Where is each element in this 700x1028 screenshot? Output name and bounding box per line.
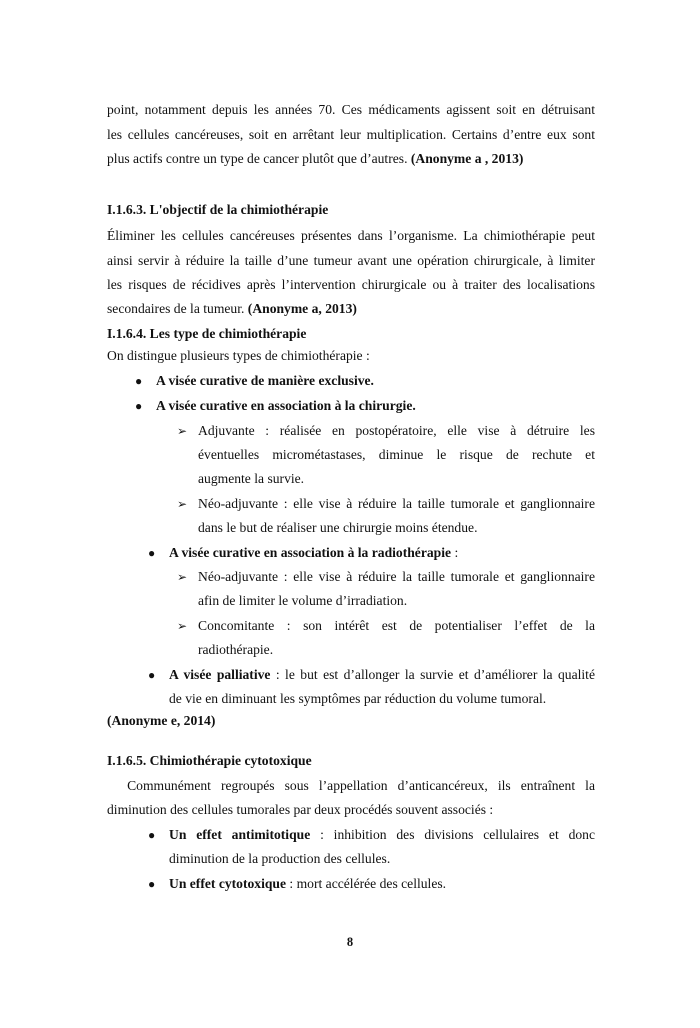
bullet-icon: ● xyxy=(148,546,156,560)
text-line: éventuelles micrométastases, diminue le risque de rechute et xyxy=(198,447,595,462)
text: : mort accélérée des cellules. xyxy=(286,876,447,891)
page-number: 8 xyxy=(346,935,354,949)
bullet-icon: ● xyxy=(135,374,143,388)
item-title: Un effet cytotoxique xyxy=(169,876,287,891)
text-line: Communément regroupés sous l’appellation d’anticancéreux, ils entraînent la xyxy=(107,778,595,793)
text-line: diminution de la production des cellules. xyxy=(169,851,391,866)
text-line: les risques de récidives après l’intervention chirurgicale ou à traiter des localisations xyxy=(107,277,595,292)
list-item xyxy=(169,826,595,844)
text: : inhibition des divisions cellulaires et donc xyxy=(310,827,595,842)
item-title: Un effet antimitotique xyxy=(169,827,311,842)
text-line xyxy=(107,300,595,318)
list-item: A visée curative de manière exclusive. xyxy=(156,373,374,388)
text-line: ainsi servir à réduire la taille d’une tumeur avant une opération chirurgicale, à limiter xyxy=(107,253,595,268)
text-line: point, notamment depuis les années 70. Ces médicaments agissent soit en détruisant xyxy=(107,102,595,117)
list-item xyxy=(169,666,595,684)
text-line: radiothérapie. xyxy=(198,642,274,657)
arrow-bullet-icon: ➢ xyxy=(177,570,188,584)
bullet-icon: ● xyxy=(148,828,156,842)
section-heading: I.1.6.5. Chimiothérapie cytotoxique xyxy=(107,753,312,768)
text: plus actifs contre un type de cancer plutôt que d’autres. xyxy=(107,151,411,166)
text-line: Éliminer les cellules cancéreuses présentes dans l’organisme. La chimiothérapie peut xyxy=(107,228,595,243)
citation: (Anonyme a , 2013) xyxy=(410,151,524,166)
text-line: de vie en diminuant les symptômes par réduction du volume tumoral. xyxy=(169,691,547,706)
text-line: dans le but de réaliser une chirurgie moins étendue. xyxy=(198,520,478,535)
bullet-icon: ● xyxy=(148,668,156,682)
text: : le but est d’allonger la survie et d’améliorer la qualité xyxy=(270,667,595,682)
text-line: Adjuvante : réalisée en postopératoire, elle vise à détruire les xyxy=(198,423,595,438)
list-item: A visée curative en association à la chirurgie. xyxy=(156,398,416,413)
arrow-bullet-icon: ➢ xyxy=(177,497,188,511)
citation: (Anonyme e, 2014) xyxy=(107,713,216,728)
text-line: afin de limiter le volume d’irradiation. xyxy=(198,593,408,608)
text: : xyxy=(451,545,459,560)
arrow-bullet-icon: ➢ xyxy=(177,619,188,633)
section-heading: I.1.6.4. Les type de chimiothérapie xyxy=(107,326,307,341)
text-line: Concomitante : son intérêt est de potentialiser l’effet de la xyxy=(198,618,595,633)
text-line: Néo-adjuvante : elle vise à réduire la taille tumorale et ganglionnaire xyxy=(198,496,595,511)
item-title: A visée palliative xyxy=(169,667,271,682)
text-line: diminution des cellules tumorales par deux procédés souvent associés : xyxy=(107,802,494,817)
text-line: On distingue plusieurs types de chimiothérapie : xyxy=(107,348,370,363)
bullet-icon: ● xyxy=(148,877,156,891)
citation: (Anonyme a, 2013) xyxy=(247,301,357,316)
arrow-bullet-icon: ➢ xyxy=(177,424,188,438)
bullet-icon: ● xyxy=(135,399,143,413)
item-title: A visée curative en association à la radiothérapie xyxy=(169,545,452,560)
text-line xyxy=(107,150,595,168)
text-line: Néo-adjuvante : elle vise à réduire la taille tumorale et ganglionnaire xyxy=(198,569,595,584)
text: secondaires de la tumeur. xyxy=(107,301,248,316)
list-item xyxy=(169,875,595,893)
list-item xyxy=(169,544,595,562)
text-line: les cellules cancéreuses, soit en arrêtant leur multiplication. Certains d’entre eux sont xyxy=(107,127,595,142)
text-line: augmente la survie. xyxy=(198,471,305,486)
section-heading: I.1.6.3. L'objectif de la chimiothérapie xyxy=(107,202,329,217)
